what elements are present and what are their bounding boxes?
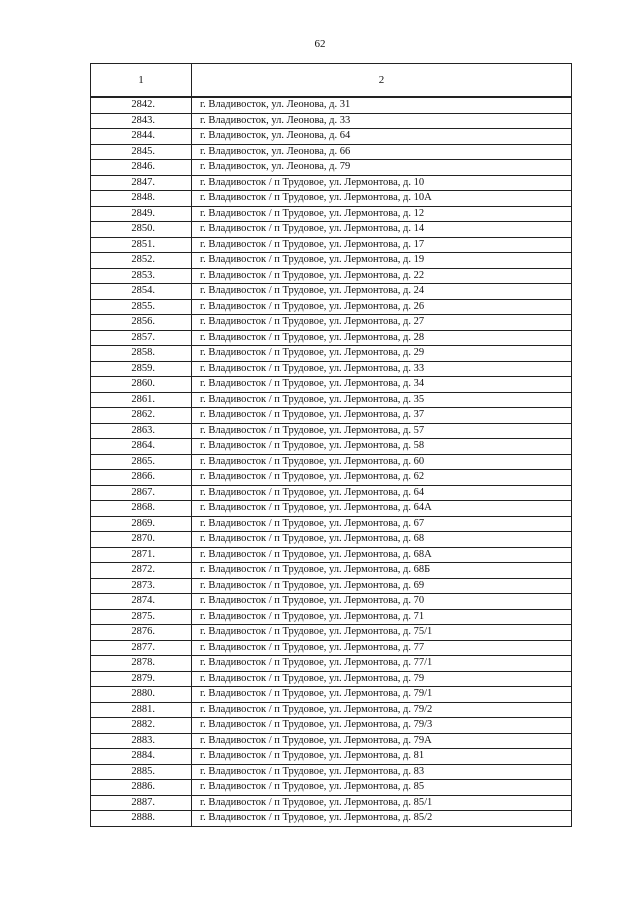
address-cell: г. Владивосток, ул. Леонова, д. 33 bbox=[192, 113, 572, 129]
row-number-cell: 2875. bbox=[91, 609, 192, 625]
address-cell: г. Владивосток / п Трудовое, ул. Лермонтова, д. 77 bbox=[192, 640, 572, 656]
row-number-cell: 2872. bbox=[91, 563, 192, 579]
table-row bbox=[91, 160, 572, 176]
table-row bbox=[91, 470, 572, 486]
table-row bbox=[91, 547, 572, 563]
address-cell: г. Владивосток, ул. Леонова, д. 31 bbox=[192, 97, 572, 113]
address-cell: г. Владивосток / п Трудовое, ул. Лермонтова, д. 24 bbox=[192, 284, 572, 300]
address-cell: г. Владивосток / п Трудовое, ул. Лермонтова, д. 26 bbox=[192, 299, 572, 315]
table-row bbox=[91, 578, 572, 594]
row-number-cell: 2842. bbox=[91, 97, 192, 113]
address-cell: г. Владивосток / п Трудовое, ул. Лермонтова, д. 67 bbox=[192, 516, 572, 532]
table-row bbox=[91, 346, 572, 362]
table-row bbox=[91, 299, 572, 315]
row-number-cell: 2873. bbox=[91, 578, 192, 594]
table-row bbox=[91, 222, 572, 238]
table-row bbox=[91, 268, 572, 284]
table-row bbox=[91, 97, 572, 113]
table-row bbox=[91, 718, 572, 734]
row-number-cell: 2847. bbox=[91, 175, 192, 191]
address-cell: г. Владивосток / п Трудовое, ул. Лермонтова, д. 37 bbox=[192, 408, 572, 424]
table-row bbox=[91, 656, 572, 672]
row-number-cell: 2876. bbox=[91, 625, 192, 641]
address-cell: г. Владивосток / п Трудовое, ул. Лермонтова, д. 68Б bbox=[192, 563, 572, 579]
address-cell: г. Владивосток / п Трудовое, ул. Лермонтова, д. 77/1 bbox=[192, 656, 572, 672]
table-row bbox=[91, 795, 572, 811]
row-number-cell: 2878. bbox=[91, 656, 192, 672]
table-header bbox=[91, 64, 572, 98]
address-cell: г. Владивосток / п Трудовое, ул. Лермонтова, д. 68А bbox=[192, 547, 572, 563]
table-row bbox=[91, 563, 572, 579]
address-cell: г. Владивосток / п Трудовое, ул. Лермонтова, д. 71 bbox=[192, 609, 572, 625]
table-row bbox=[91, 516, 572, 532]
address-cell: г. Владивосток / п Трудовое, ул. Лермонтова, д. 62 bbox=[192, 470, 572, 486]
address-cell: г. Владивосток, ул. Леонова, д. 66 bbox=[192, 144, 572, 160]
column-header-number: 1 bbox=[91, 64, 192, 98]
address-cell: г. Владивосток / п Трудовое, ул. Лермонтова, д. 79/1 bbox=[192, 687, 572, 703]
table-row bbox=[91, 113, 572, 129]
row-number-cell: 2871. bbox=[91, 547, 192, 563]
address-cell: г. Владивосток / п Трудовое, ул. Лермонтова, д. 10 bbox=[192, 175, 572, 191]
header-row bbox=[91, 64, 572, 98]
row-number-cell: 2861. bbox=[91, 392, 192, 408]
address-cell: г. Владивосток, ул. Леонова, д. 64 bbox=[192, 129, 572, 145]
table-body bbox=[91, 97, 572, 826]
table-row bbox=[91, 702, 572, 718]
address-cell: г. Владивосток / п Трудовое, ул. Лермонтова, д. 70 bbox=[192, 594, 572, 610]
address-cell: г. Владивосток / п Трудовое, ул. Лермонтова, д. 19 bbox=[192, 253, 572, 269]
table-row bbox=[91, 191, 572, 207]
table-row bbox=[91, 811, 572, 827]
address-cell: г. Владивосток / п Трудовое, ул. Лермонтова, д. 57 bbox=[192, 423, 572, 439]
address-cell: г. Владивосток / п Трудовое, ул. Лермонтова, д. 33 bbox=[192, 361, 572, 377]
table-row bbox=[91, 330, 572, 346]
row-number-cell: 2846. bbox=[91, 160, 192, 176]
row-number-cell: 2888. bbox=[91, 811, 192, 827]
row-number-cell: 2870. bbox=[91, 532, 192, 548]
table-row bbox=[91, 284, 572, 300]
address-cell: г. Владивосток / п Трудовое, ул. Лермонтова, д. 64А bbox=[192, 501, 572, 517]
row-number-cell: 2869. bbox=[91, 516, 192, 532]
table-row bbox=[91, 129, 572, 145]
row-number-cell: 2881. bbox=[91, 702, 192, 718]
address-cell: г. Владивосток / п Трудовое, ул. Лермонтова, д. 83 bbox=[192, 764, 572, 780]
table-row bbox=[91, 780, 572, 796]
row-number-cell: 2884. bbox=[91, 749, 192, 765]
row-number-cell: 2885. bbox=[91, 764, 192, 780]
column-header-address: 2 bbox=[192, 64, 572, 98]
address-cell: г. Владивосток / п Трудовое, ул. Лермонтова, д. 69 bbox=[192, 578, 572, 594]
address-cell: г. Владивосток / п Трудовое, ул. Лермонтова, д. 85 bbox=[192, 780, 572, 796]
row-number-cell: 2844. bbox=[91, 129, 192, 145]
row-number-cell: 2864. bbox=[91, 439, 192, 455]
table-row bbox=[91, 175, 572, 191]
table-row bbox=[91, 206, 572, 222]
row-number-cell: 2862. bbox=[91, 408, 192, 424]
table-row bbox=[91, 609, 572, 625]
table-row bbox=[91, 454, 572, 470]
address-cell: г. Владивосток / п Трудовое, ул. Лермонтова, д. 34 bbox=[192, 377, 572, 393]
row-number-cell: 2853. bbox=[91, 268, 192, 284]
table-row bbox=[91, 501, 572, 517]
table-row bbox=[91, 532, 572, 548]
row-number-cell: 2854. bbox=[91, 284, 192, 300]
row-number-cell: 2845. bbox=[91, 144, 192, 160]
row-number-cell: 2863. bbox=[91, 423, 192, 439]
row-number-cell: 2852. bbox=[91, 253, 192, 269]
address-cell: г. Владивосток / п Трудовое, ул. Лермонтова, д. 85/1 bbox=[192, 795, 572, 811]
row-number-cell: 2843. bbox=[91, 113, 192, 129]
row-number-cell: 2849. bbox=[91, 206, 192, 222]
address-cell: г. Владивосток / п Трудовое, ул. Лермонтова, д. 60 bbox=[192, 454, 572, 470]
row-number-cell: 2880. bbox=[91, 687, 192, 703]
address-cell: г. Владивосток / п Трудовое, ул. Лермонтова, д. 68 bbox=[192, 532, 572, 548]
row-number-cell: 2857. bbox=[91, 330, 192, 346]
address-cell: г. Владивосток / п Трудовое, ул. Лермонтова, д. 64 bbox=[192, 485, 572, 501]
table-row bbox=[91, 144, 572, 160]
address-cell: г. Владивосток / п Трудовое, ул. Лермонтова, д. 85/2 bbox=[192, 811, 572, 827]
row-number-cell: 2850. bbox=[91, 222, 192, 238]
table-row bbox=[91, 439, 572, 455]
table-row bbox=[91, 485, 572, 501]
address-cell: г. Владивосток / п Трудовое, ул. Лермонтова, д. 35 bbox=[192, 392, 572, 408]
address-cell: г. Владивосток / п Трудовое, ул. Лермонтова, д. 81 bbox=[192, 749, 572, 765]
table-row bbox=[91, 749, 572, 765]
address-cell: г. Владивосток / п Трудовое, ул. Лермонтова, д. 75/1 bbox=[192, 625, 572, 641]
row-number-cell: 2860. bbox=[91, 377, 192, 393]
table-row bbox=[91, 764, 572, 780]
row-number-cell: 2887. bbox=[91, 795, 192, 811]
table-row bbox=[91, 392, 572, 408]
table-row bbox=[91, 423, 572, 439]
row-number-cell: 2856. bbox=[91, 315, 192, 331]
table-row bbox=[91, 733, 572, 749]
address-cell: г. Владивосток / п Трудовое, ул. Лермонтова, д. 79/3 bbox=[192, 718, 572, 734]
address-cell: г. Владивосток / п Трудовое, ул. Лермонтова, д. 10А bbox=[192, 191, 572, 207]
row-number-cell: 2866. bbox=[91, 470, 192, 486]
row-number-cell: 2865. bbox=[91, 454, 192, 470]
row-number-cell: 2859. bbox=[91, 361, 192, 377]
address-cell: г. Владивосток / п Трудовое, ул. Лермонтова, д. 28 bbox=[192, 330, 572, 346]
row-number-cell: 2855. bbox=[91, 299, 192, 315]
table-row bbox=[91, 237, 572, 253]
row-number-cell: 2868. bbox=[91, 501, 192, 517]
row-number-cell: 2851. bbox=[91, 237, 192, 253]
table-row bbox=[91, 408, 572, 424]
address-cell: г. Владивосток / п Трудовое, ул. Лермонтова, д. 79 bbox=[192, 671, 572, 687]
row-number-cell: 2882. bbox=[91, 718, 192, 734]
address-cell: г. Владивосток / п Трудовое, ул. Лермонтова, д. 22 bbox=[192, 268, 572, 284]
row-number-cell: 2877. bbox=[91, 640, 192, 656]
address-cell: г. Владивосток / п Трудовое, ул. Лермонтова, д. 79/2 bbox=[192, 702, 572, 718]
address-cell: г. Владивосток / п Трудовое, ул. Лермонтова, д. 17 bbox=[192, 237, 572, 253]
row-number-cell: 2874. bbox=[91, 594, 192, 610]
table-row bbox=[91, 687, 572, 703]
row-number-cell: 2858. bbox=[91, 346, 192, 362]
address-cell: г. Владивосток / п Трудовое, ул. Лермонтова, д. 79А bbox=[192, 733, 572, 749]
address-cell: г. Владивосток, ул. Леонова, д. 79 bbox=[192, 160, 572, 176]
table-row bbox=[91, 594, 572, 610]
address-cell: г. Владивосток / п Трудовое, ул. Лермонтова, д. 12 bbox=[192, 206, 572, 222]
table-row bbox=[91, 377, 572, 393]
address-cell: г. Владивосток / п Трудовое, ул. Лермонтова, д. 58 bbox=[192, 439, 572, 455]
table-row bbox=[91, 315, 572, 331]
row-number-cell: 2867. bbox=[91, 485, 192, 501]
address-table bbox=[90, 63, 572, 827]
page-number: 62 bbox=[314, 38, 326, 50]
address-cell: г. Владивосток / п Трудовое, ул. Лермонтова, д. 27 bbox=[192, 315, 572, 331]
table-row bbox=[91, 640, 572, 656]
table-row bbox=[91, 671, 572, 687]
row-number-cell: 2848. bbox=[91, 191, 192, 207]
row-number-cell: 2879. bbox=[91, 671, 192, 687]
address-cell: г. Владивосток / п Трудовое, ул. Лермонтова, д. 29 bbox=[192, 346, 572, 362]
table-row bbox=[91, 625, 572, 641]
address-cell: г. Владивосток / п Трудовое, ул. Лермонтова, д. 14 bbox=[192, 222, 572, 238]
table-row bbox=[91, 361, 572, 377]
table-row bbox=[91, 253, 572, 269]
row-number-cell: 2883. bbox=[91, 733, 192, 749]
row-number-cell: 2886. bbox=[91, 780, 192, 796]
